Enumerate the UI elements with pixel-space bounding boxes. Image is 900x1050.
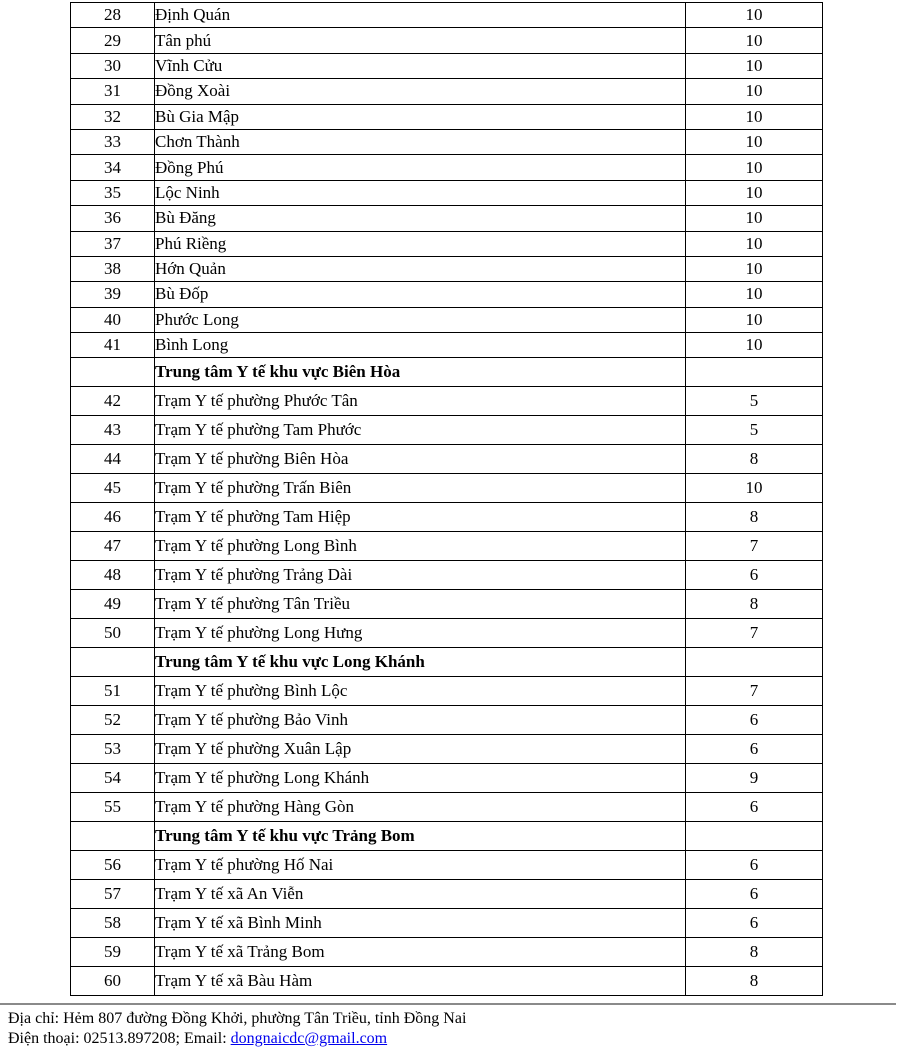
station-name-cell: Trạm Y tế xã Trảng Bom (155, 938, 686, 967)
footer-contact-line (0, 1029, 896, 1049)
row-number-cell: 60 (71, 967, 155, 996)
station-name-cell: Trạm Y tế xã Bình Minh (155, 909, 686, 938)
table-row (71, 706, 823, 735)
table-row (71, 590, 823, 619)
table-row (71, 445, 823, 474)
table-row (71, 307, 823, 332)
score-cell: 5 (686, 416, 823, 445)
station-name-cell: Bình Long (155, 333, 686, 358)
row-number-cell: 34 (71, 155, 155, 180)
row-number-cell: 54 (71, 764, 155, 793)
score-cell: 6 (686, 561, 823, 590)
row-number-cell: 46 (71, 503, 155, 532)
score-cell: 7 (686, 677, 823, 706)
score-cell: 8 (686, 445, 823, 474)
score-cell: 9 (686, 764, 823, 793)
score-cell: 10 (686, 104, 823, 129)
section-header-row (71, 648, 823, 677)
row-number-cell: 32 (71, 104, 155, 129)
station-name-cell: Trạm Y tế xã Bàu Hàm (155, 967, 686, 996)
score-cell: 10 (686, 307, 823, 332)
table-row (71, 532, 823, 561)
row-number-cell: 28 (71, 3, 155, 28)
table-row (71, 851, 823, 880)
row-number-cell: 42 (71, 387, 155, 416)
station-name-cell: Trạm Y tế phường Long Hưng (155, 619, 686, 648)
score-cell: 10 (686, 79, 823, 104)
table-row (71, 231, 823, 256)
score-cell: 5 (686, 387, 823, 416)
row-number-cell: 41 (71, 333, 155, 358)
score-cell: 6 (686, 880, 823, 909)
station-name-cell: Trạm Y tế phường Phước Tân (155, 387, 686, 416)
score-cell: 6 (686, 706, 823, 735)
row-number-cell: 35 (71, 180, 155, 205)
station-name-cell: Trạm Y tế phường Long Bình (155, 532, 686, 561)
station-name-cell: Phú Riềng (155, 231, 686, 256)
table-row (71, 967, 823, 996)
section-title-cell: Trung tâm Y tế khu vực Trảng Bom (155, 822, 686, 851)
station-name-cell: Trạm Y tế phường Bình Lộc (155, 677, 686, 706)
row-number-cell: 36 (71, 206, 155, 231)
row-number-cell: 50 (71, 619, 155, 648)
table-row (71, 79, 823, 104)
score-cell (686, 648, 823, 677)
row-number-cell: 55 (71, 793, 155, 822)
score-cell: 8 (686, 938, 823, 967)
station-name-cell: Trạm Y tế xã An Viễn (155, 880, 686, 909)
table-row (71, 619, 823, 648)
table-row (71, 735, 823, 764)
station-name-cell: Đồng Phú (155, 155, 686, 180)
table-row (71, 256, 823, 281)
row-number-cell: 52 (71, 706, 155, 735)
table-row (71, 155, 823, 180)
table-row (71, 206, 823, 231)
station-name-cell: Bù Đăng (155, 206, 686, 231)
row-number-cell: 58 (71, 909, 155, 938)
score-cell: 10 (686, 28, 823, 53)
score-cell: 7 (686, 619, 823, 648)
footer-address-line (0, 1009, 896, 1029)
row-number-cell: 40 (71, 307, 155, 332)
table-row (71, 28, 823, 53)
score-cell: 10 (686, 206, 823, 231)
row-number-cell: 56 (71, 851, 155, 880)
score-cell: 7 (686, 532, 823, 561)
table-row (71, 503, 823, 532)
section-header-row (71, 822, 823, 851)
row-number-cell: 31 (71, 79, 155, 104)
score-cell: 6 (686, 909, 823, 938)
section-title-cell: Trung tâm Y tế khu vực Biên Hòa (155, 358, 686, 387)
table-row (71, 938, 823, 967)
score-cell: 10 (686, 474, 823, 503)
row-number-cell: 45 (71, 474, 155, 503)
footer (0, 1003, 896, 1049)
score-cell: 10 (686, 3, 823, 28)
row-number-cell: 51 (71, 677, 155, 706)
station-name-cell: Bù Đốp (155, 282, 686, 307)
health-table-body (71, 3, 823, 996)
table-row (71, 416, 823, 445)
score-cell (686, 822, 823, 851)
row-number-cell: 30 (71, 53, 155, 78)
row-number-cell (71, 648, 155, 677)
row-number-cell: 59 (71, 938, 155, 967)
score-cell: 6 (686, 851, 823, 880)
score-cell: 10 (686, 180, 823, 205)
row-number-cell: 53 (71, 735, 155, 764)
row-number-cell (71, 358, 155, 387)
station-name-cell: Định Quán (155, 3, 686, 28)
section-title-cell: Trung tâm Y tế khu vực Long Khánh (155, 648, 686, 677)
station-name-cell: Lộc Ninh (155, 180, 686, 205)
table-row (71, 764, 823, 793)
station-name-cell: Trạm Y tế phường Xuân Lập (155, 735, 686, 764)
row-number-cell: 48 (71, 561, 155, 590)
section-header-row (71, 358, 823, 387)
table-row (71, 53, 823, 78)
row-number-cell: 29 (71, 28, 155, 53)
score-cell (686, 358, 823, 387)
score-cell: 8 (686, 967, 823, 996)
footer-separator (0, 1003, 896, 1005)
station-name-cell: Trạm Y tế phường Biên Hòa (155, 445, 686, 474)
station-name-cell: Đồng Xoài (155, 79, 686, 104)
row-number-cell: 57 (71, 880, 155, 909)
row-number-cell: 33 (71, 129, 155, 154)
station-name-cell: Trạm Y tế phường Tam Hiệp (155, 503, 686, 532)
email-link[interactable]: dongnaicdc@gmail.com (230, 1030, 388, 1047)
table-row (71, 104, 823, 129)
table-row (71, 909, 823, 938)
station-name-cell: Trạm Y tế phường Hàng Gòn (155, 793, 686, 822)
station-name-cell: Trạm Y tế phường Trấn Biên (155, 474, 686, 503)
station-name-cell: Bù Gia Mập (155, 104, 686, 129)
table-row (71, 180, 823, 205)
phone-email-label: Điện thoại: 02513.897208; Email: (8, 1030, 231, 1047)
station-name-cell: Trạm Y tế phường Hố Nai (155, 851, 686, 880)
score-cell: 10 (686, 231, 823, 256)
station-name-cell: Phước Long (155, 307, 686, 332)
row-number-cell: 39 (71, 282, 155, 307)
score-cell: 6 (686, 735, 823, 764)
station-name-cell: Chơn Thành (155, 129, 686, 154)
table-row (71, 3, 823, 28)
station-name-cell: Trạm Y tế phường Bảo Vinh (155, 706, 686, 735)
table-row (71, 880, 823, 909)
score-cell: 10 (686, 333, 823, 358)
table-row (71, 282, 823, 307)
row-number-cell: 38 (71, 256, 155, 281)
station-name-cell: Vĩnh Cửu (155, 53, 686, 78)
score-cell: 10 (686, 129, 823, 154)
health-station-table (70, 2, 823, 996)
station-name-cell: Trạm Y tế phường Trảng Dài (155, 561, 686, 590)
station-name-cell: Tân phú (155, 28, 686, 53)
station-name-cell: Trạm Y tế phường Tam Phước (155, 416, 686, 445)
table-row (71, 561, 823, 590)
table-row (71, 474, 823, 503)
score-cell: 8 (686, 590, 823, 619)
score-cell: 10 (686, 256, 823, 281)
row-number-cell: 43 (71, 416, 155, 445)
score-cell: 6 (686, 793, 823, 822)
row-number-cell: 49 (71, 590, 155, 619)
station-name-cell: Trạm Y tế phường Long Khánh (155, 764, 686, 793)
table-row (71, 387, 823, 416)
table-row (71, 129, 823, 154)
row-number-cell (71, 822, 155, 851)
score-cell: 10 (686, 53, 823, 78)
score-cell: 10 (686, 155, 823, 180)
score-cell: 10 (686, 282, 823, 307)
station-name-cell: Trạm Y tế phường Tân Triều (155, 590, 686, 619)
table-row (71, 677, 823, 706)
row-number-cell: 47 (71, 532, 155, 561)
score-cell: 8 (686, 503, 823, 532)
row-number-cell: 44 (71, 445, 155, 474)
address-text: Địa chỉ: Hẻm 807 đường Đồng Khởi, phường Tân Triều, tỉnh Đồng Nai (8, 1010, 467, 1027)
table-row (71, 793, 823, 822)
station-name-cell: Hớn Quản (155, 256, 686, 281)
table-row (71, 333, 823, 358)
row-number-cell: 37 (71, 231, 155, 256)
